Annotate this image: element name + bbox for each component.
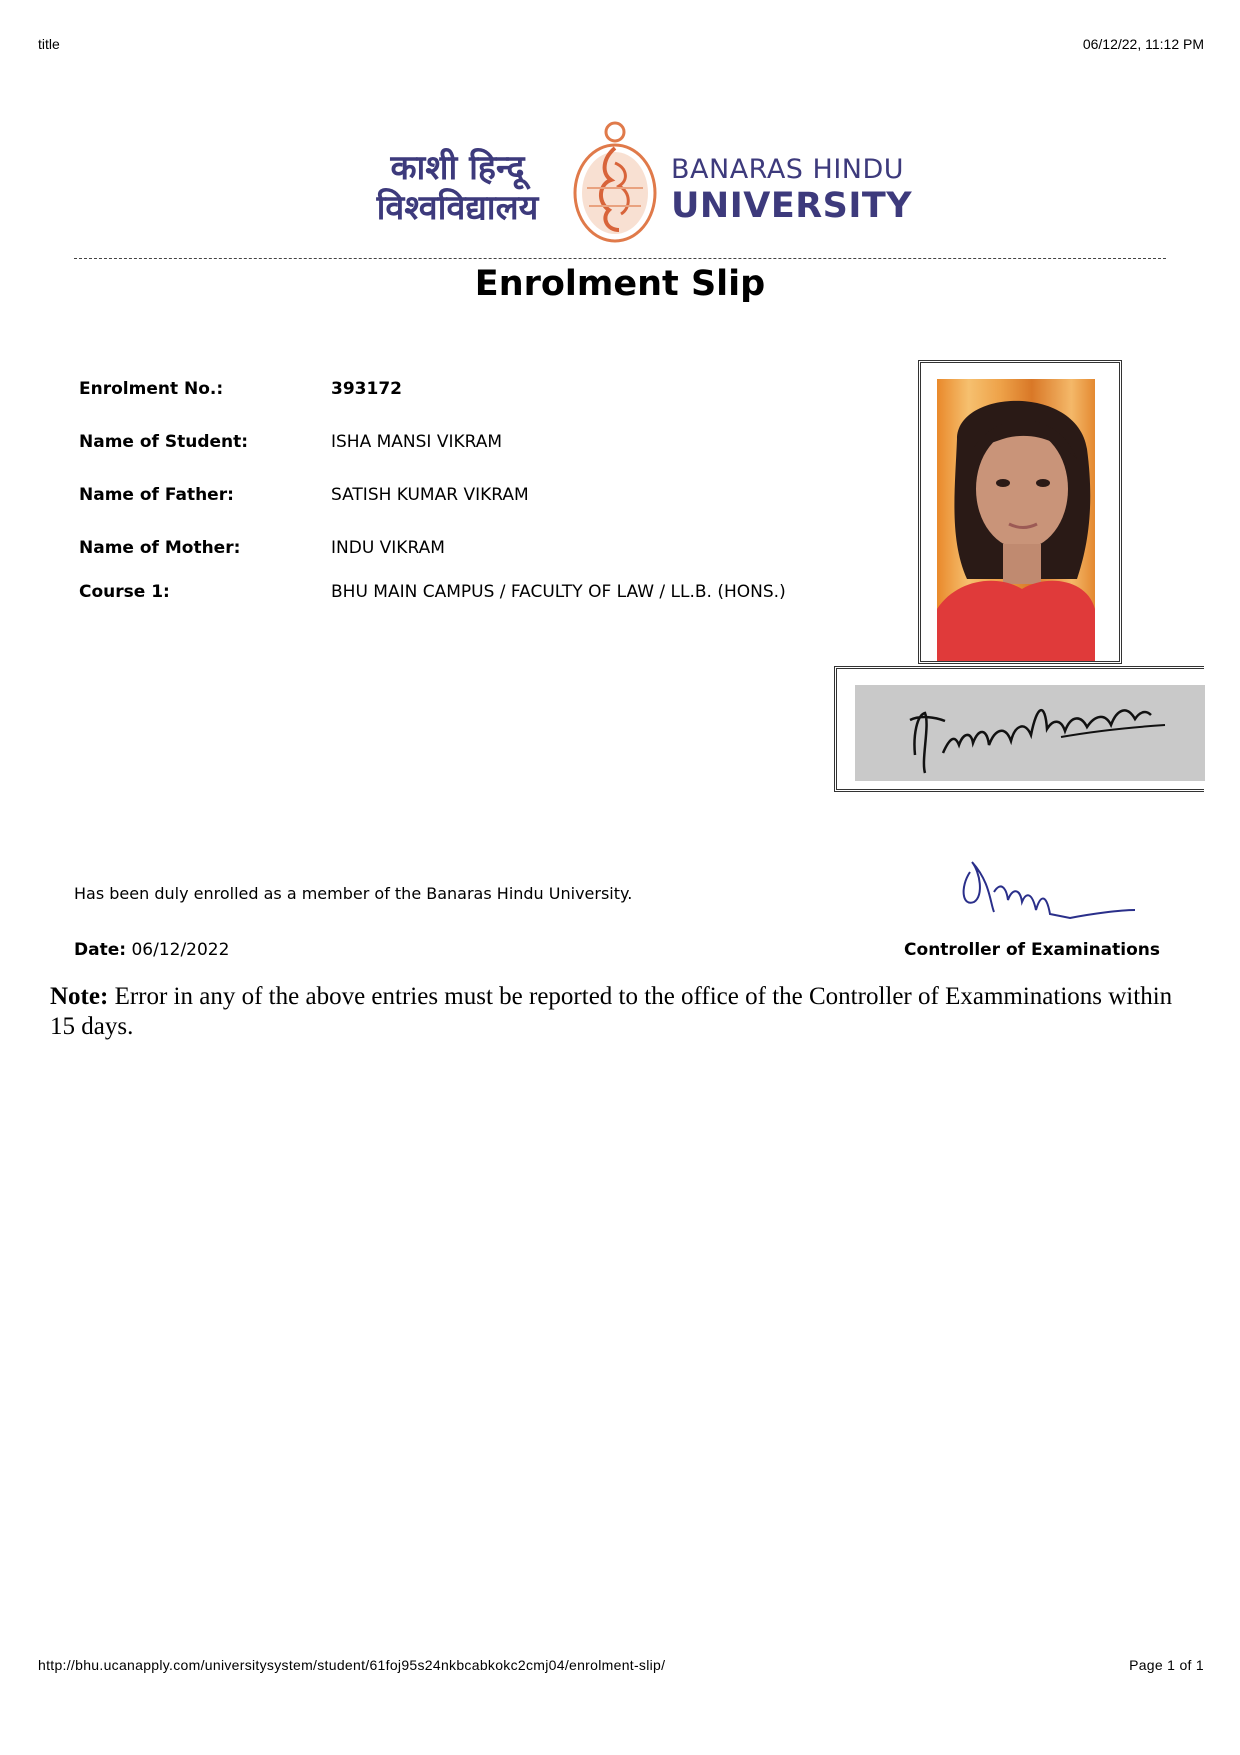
- student-photo: [937, 379, 1095, 661]
- university-emblem-icon: [565, 118, 665, 248]
- note-label: Note:: [50, 983, 109, 1010]
- field-label: Name of Mother:: [79, 538, 241, 558]
- field-value: INDU VIKRAM: [331, 538, 445, 558]
- page-number: Page 1 of 1: [1129, 1657, 1204, 1673]
- date-label: Date:: [74, 940, 127, 960]
- note-text: Error in any of the above entries must be reported to the office of the Controller of Examminations within 15 days.: [50, 983, 1173, 1040]
- logo-hindi-text: काशी हिन्दू विश्वविद्यालय: [376, 148, 539, 228]
- issue-date: [74, 940, 229, 960]
- field-label: Name of Father:: [79, 485, 234, 505]
- field-value: ISHA MANSI VIKRAM: [331, 432, 503, 452]
- logo-english-text: BANARAS HINDU UNIVERSITY: [671, 154, 913, 226]
- note: [50, 982, 1190, 1042]
- page-url-link[interactable]: http://bhu.ucanapply.com/universitysystem/student/61foj95s24nkbcabkokc2cmj04/enrolment-slip/: [38, 1657, 666, 1673]
- student-signature: [855, 685, 1205, 781]
- student-signature-frame: [834, 666, 1204, 792]
- student-photo-frame: [918, 360, 1122, 664]
- field-value: BHU MAIN CAMPUS / FACULTY OF LAW / LL.B. (HONS.): [331, 582, 786, 602]
- field-label: Name of Student:: [79, 432, 249, 452]
- print-header-datetime: 06/12/22, 11:12 PM: [1082, 36, 1204, 52]
- field-value: 393172: [331, 379, 402, 399]
- print-header-title: title: [38, 36, 60, 52]
- date-value: 06/12/2022: [131, 940, 230, 960]
- field-label: Enrolment No.:: [79, 379, 224, 399]
- field-label: Course 1:: [79, 582, 170, 602]
- field-value: SATISH KUMAR VIKRAM: [331, 485, 529, 505]
- dashed-divider: [74, 258, 1166, 259]
- controller-title: Controller of Examinations: [904, 940, 1160, 960]
- controller-signature: [950, 852, 1140, 932]
- university-logo: [355, 118, 913, 250]
- enrolment-statement: Has been duly enrolled as a member of the Banaras Hindu University.: [74, 884, 633, 903]
- page-title: Enrolment Slip: [474, 264, 766, 304]
